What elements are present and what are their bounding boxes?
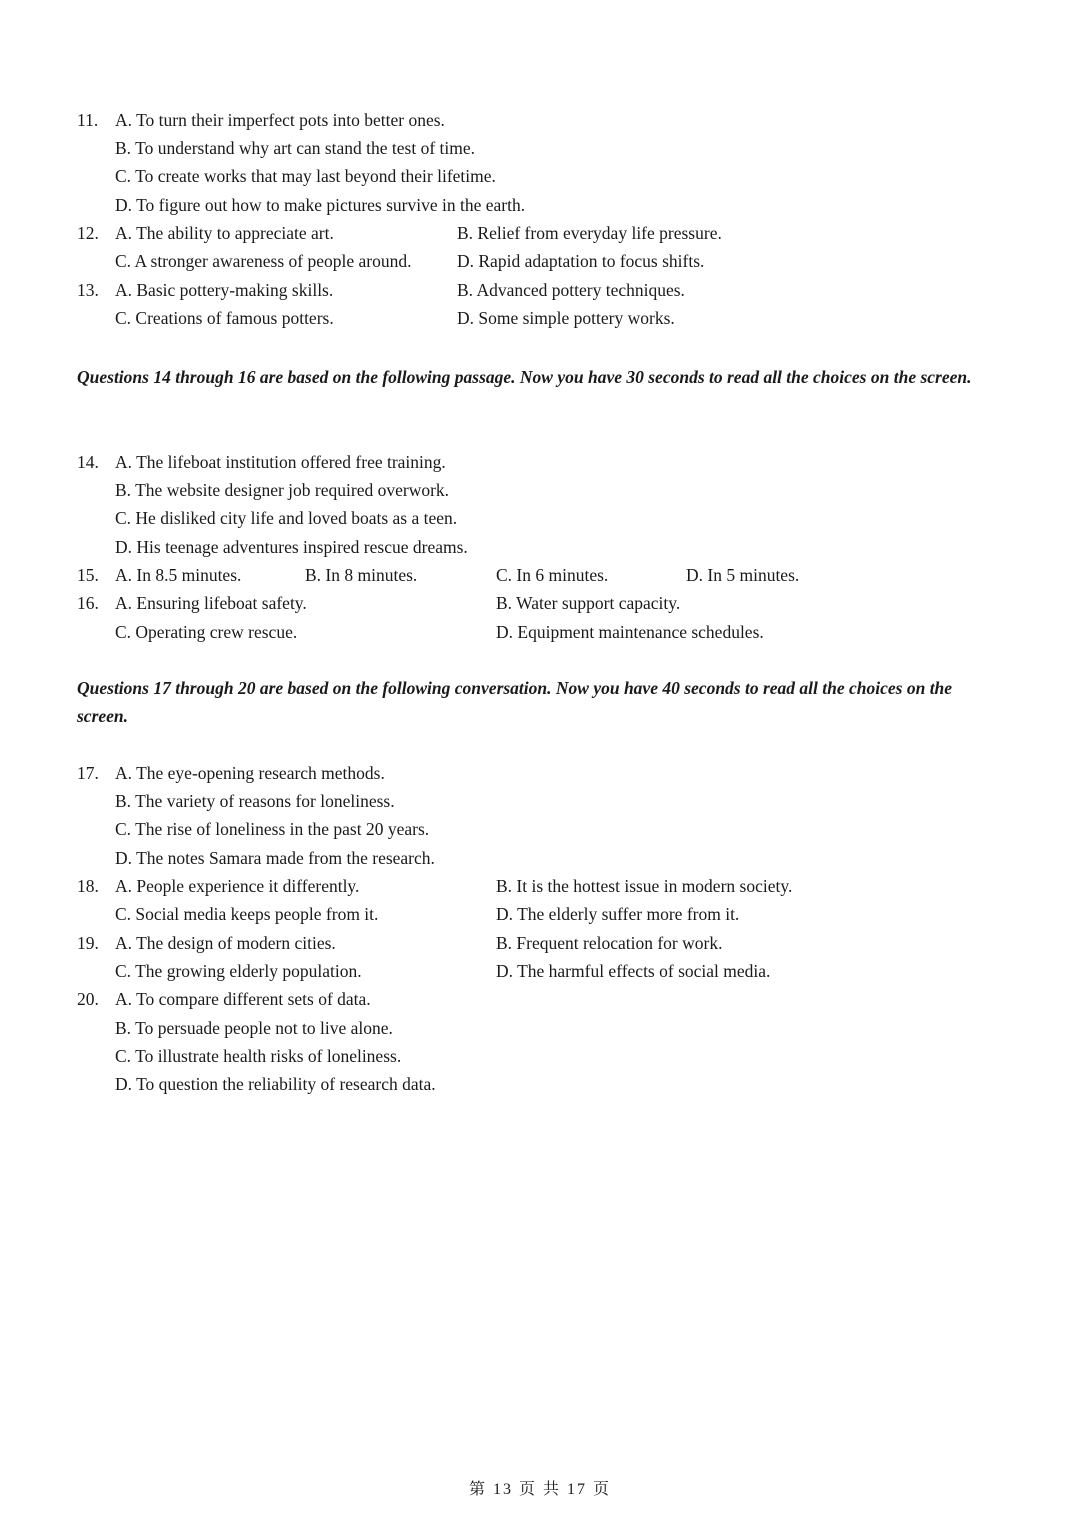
option-b: B. Relief from everyday life pressure. xyxy=(457,223,722,243)
option-d: D. The elderly suffer more from it. xyxy=(496,904,740,924)
question-number: 11. xyxy=(77,110,99,130)
option-a: A. The eye-opening research methods. xyxy=(115,763,385,783)
option-c: C. Creations of famous potters. xyxy=(115,308,334,328)
option-b: B. To persuade people not to live alone. xyxy=(115,1018,393,1038)
option-c: C. In 6 minutes. xyxy=(496,565,609,585)
option-b: B. Advanced pottery techniques. xyxy=(457,280,685,300)
option-c: C. Operating crew rescue. xyxy=(115,622,298,642)
question-number: 18. xyxy=(77,876,99,896)
option-d: D. To figure out how to make pictures survive in the earth. xyxy=(115,195,526,215)
option-b: B. Water support capacity. xyxy=(496,593,681,613)
question-number: 14. xyxy=(77,452,99,472)
option-c: C. He disliked city life and loved boats as a teen. xyxy=(115,508,458,528)
option-b: B. In 8 minutes. xyxy=(305,565,418,585)
option-d: D. His teenage adventures inspired rescue dreams. xyxy=(115,537,468,557)
question-number: 16. xyxy=(77,593,99,613)
option-c: C. A stronger awareness of people around. xyxy=(115,251,412,271)
option-a: A. Ensuring lifeboat safety. xyxy=(115,593,307,613)
question-number: 12. xyxy=(77,223,99,243)
option-c: C. To illustrate health risks of loneliness. xyxy=(115,1046,402,1066)
option-b: B. To understand why art can stand the test of time. xyxy=(115,138,476,158)
question-number: 20. xyxy=(77,989,99,1009)
section-instruction: Questions 14 through 16 are based on the following passage. Now you have 30 seconds to read all the choices on the screen. xyxy=(77,367,972,387)
option-d: D. To question the reliability of research data. xyxy=(115,1074,436,1094)
option-d: D. The harmful effects of social media. xyxy=(496,961,771,981)
page-footer: 第 13 页 共 17 页 xyxy=(468,1481,611,1498)
option-d: D. In 5 minutes. xyxy=(686,565,800,585)
question-number: 17. xyxy=(77,763,99,783)
option-c: C. Social media keeps people from it. xyxy=(115,904,379,924)
option-c: C. To create works that may last beyond their lifetime. xyxy=(115,166,496,186)
option-b: B. Frequent relocation for work. xyxy=(496,933,723,953)
option-d: D. Rapid adaptation to focus shifts. xyxy=(457,251,705,271)
option-d: D. Some simple pottery works. xyxy=(457,308,675,328)
option-c: C. The growing elderly population. xyxy=(115,961,362,981)
section-instruction: Questions 17 through 20 are based on the following conversation. Now you have 40 seconds to read all the choices on the screen. xyxy=(77,678,953,726)
option-a: A. In 8.5 minutes. xyxy=(115,565,242,585)
option-a: A. To turn their imperfect pots into better ones. xyxy=(115,110,445,130)
option-c: C. The rise of loneliness in the past 20 years. xyxy=(115,819,430,839)
option-a: A. People experience it differently. xyxy=(115,876,360,896)
option-a: A. The ability to appreciate art. xyxy=(115,223,334,243)
option-d: D. The notes Samara made from the research. xyxy=(115,848,435,868)
question-number: 13. xyxy=(77,280,99,300)
option-d: D. Equipment maintenance schedules. xyxy=(496,622,764,642)
option-a: A. The design of modern cities. xyxy=(115,933,336,953)
question-number: 19. xyxy=(77,933,99,953)
option-a: A. Basic pottery-making skills. xyxy=(115,280,334,300)
option-b: B. The variety of reasons for loneliness. xyxy=(115,791,395,811)
question-number: 15. xyxy=(77,565,99,585)
option-a: A. The lifeboat institution offered free training. xyxy=(115,452,446,472)
option-b: B. The website designer job required overwork. xyxy=(115,480,450,500)
option-b: B. It is the hottest issue in modern society. xyxy=(496,876,793,896)
option-a: A. To compare different sets of data. xyxy=(115,989,371,1009)
